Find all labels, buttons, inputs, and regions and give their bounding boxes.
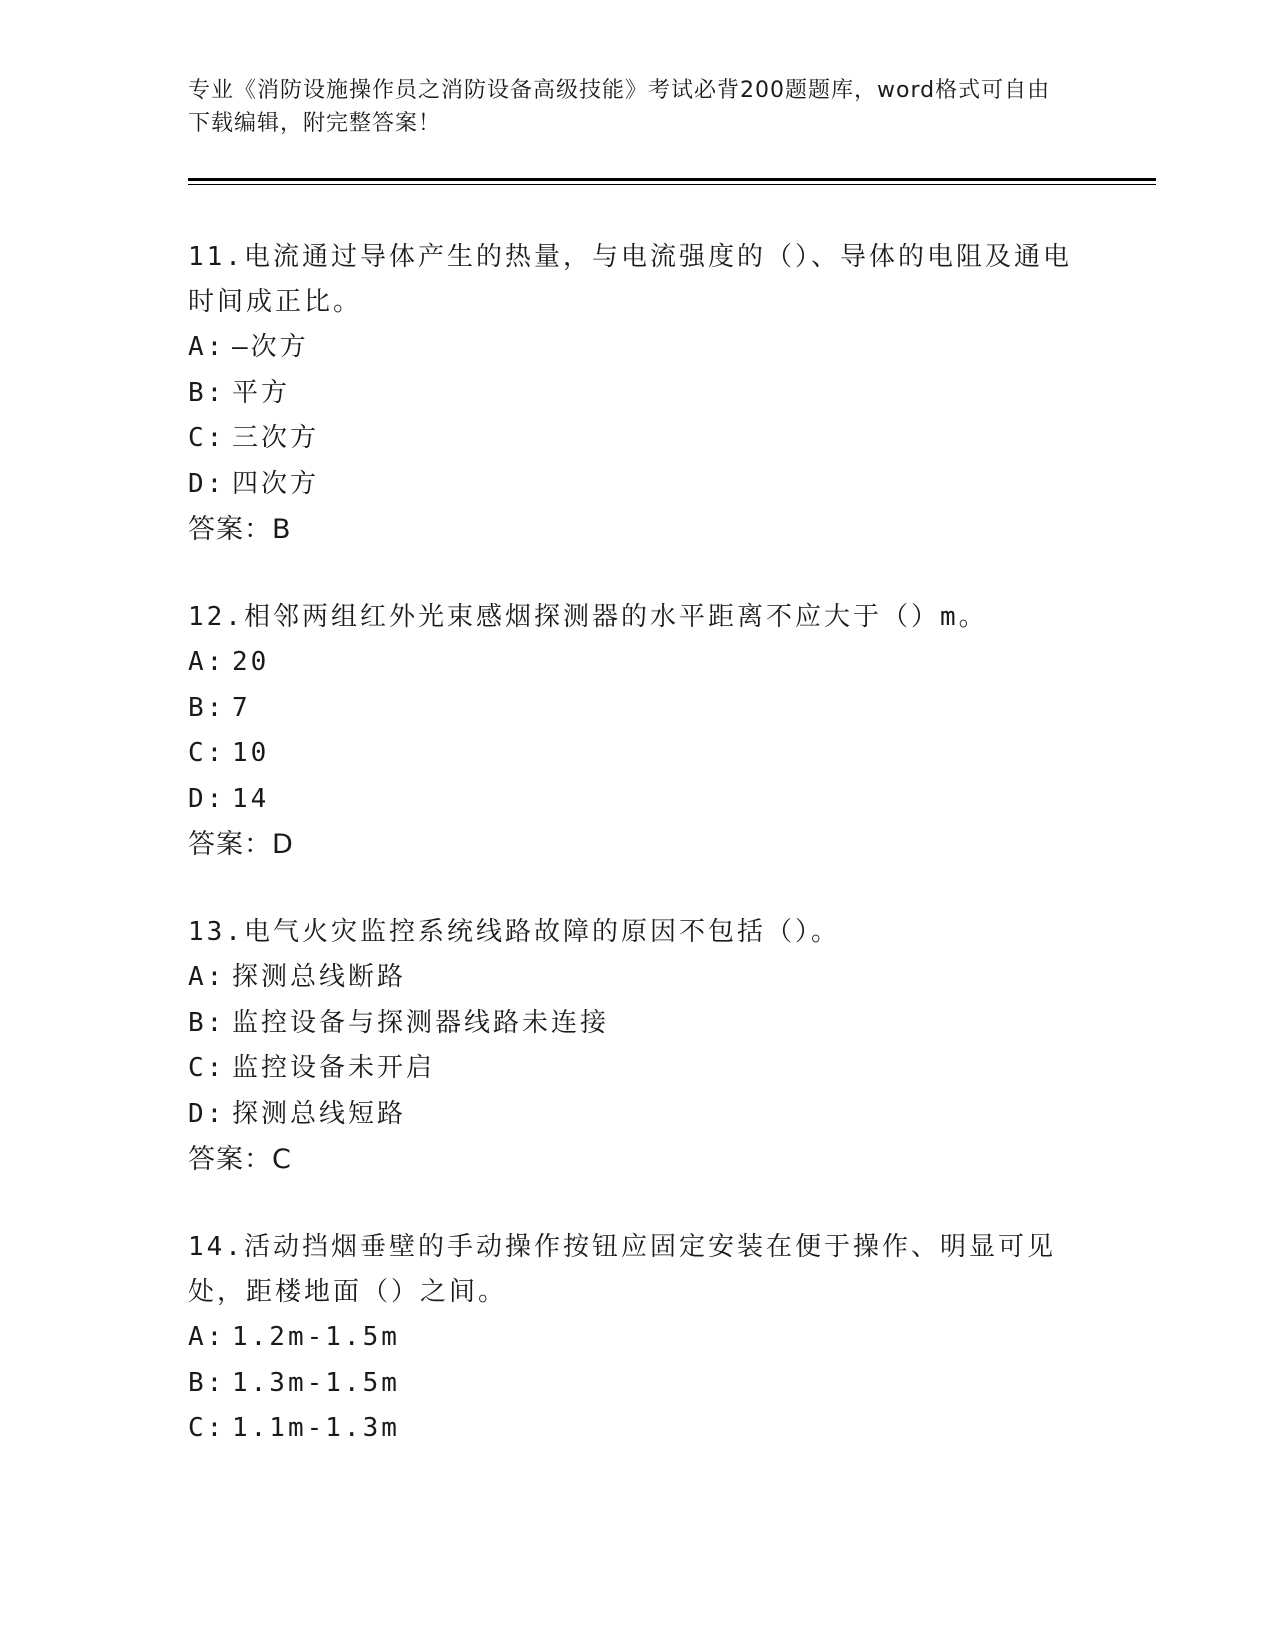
option-key: A: — [188, 647, 226, 677]
option-text: 监控设备与探测器线路未连接 — [232, 1007, 610, 1038]
question-stem: 13.电气火灾监控系统线路故障的原因不包括（）。 — [188, 917, 840, 947]
header-divider-thin — [188, 184, 1156, 185]
question-list — [188, 235, 1088, 1494]
option-a — [188, 640, 1088, 686]
option-a — [188, 1315, 1088, 1361]
option-b — [188, 371, 1088, 417]
option-key: A: — [188, 1322, 226, 1352]
option-text: 平方 — [232, 377, 291, 408]
option-c — [188, 1046, 1088, 1092]
header-divider-thick — [188, 178, 1156, 181]
question-11 — [188, 235, 1088, 553]
option-b — [188, 686, 1088, 732]
option-text: 1.1m-1.3m — [232, 1413, 400, 1443]
option-d — [188, 777, 1088, 823]
option-key: B: — [188, 1367, 226, 1398]
option-text: 三次方 — [232, 423, 320, 453]
option-d — [188, 1092, 1088, 1138]
option-key: C: — [188, 423, 226, 453]
option-c — [188, 1406, 1088, 1452]
option-key: B: — [188, 377, 226, 408]
option-key: A: — [188, 332, 226, 362]
option-key: C: — [188, 738, 226, 768]
question-13 — [188, 910, 1088, 1183]
option-c — [188, 416, 1088, 462]
option-text: 1.3m-1.5m — [232, 1367, 400, 1398]
question-stem: 12.相邻两组红外光束感烟探测器的水平距离不应大于（）m。 — [188, 602, 988, 632]
document-header — [188, 74, 1068, 140]
option-text: 10 — [232, 738, 270, 768]
answer-line: 答案：D — [188, 829, 294, 860]
option-d — [188, 462, 1088, 508]
option-key: D: — [188, 1098, 226, 1129]
option-b — [188, 1001, 1088, 1047]
option-text: 探测总线断路 — [232, 962, 407, 992]
question-14 — [188, 1225, 1088, 1452]
option-key: D: — [188, 468, 226, 499]
option-b — [188, 1361, 1088, 1407]
option-key: D: — [188, 783, 226, 814]
option-text: 监控设备未开启 — [232, 1053, 436, 1083]
answer-line: 答案：B — [188, 514, 292, 545]
option-text: 1.2m-1.5m — [232, 1322, 400, 1352]
header-text: 专业《消防设施操作员之消防设备高级技能》考试必背200题题库，word格式可自由下载编辑，附完整答案！ — [188, 78, 1051, 136]
option-text: —次方 — [232, 332, 309, 362]
option-text: 探测总线短路 — [232, 1098, 407, 1129]
option-key: B: — [188, 692, 226, 723]
answer-line: 答案：C — [188, 1144, 292, 1175]
option-a — [188, 955, 1088, 1001]
question-stem: 14.活动挡烟垂壁的手动操作按钮应固定安装在便于操作、明显可见处，距楼地面（）之间。 — [188, 1232, 1056, 1307]
question-12 — [188, 595, 1088, 868]
option-key: B: — [188, 1007, 226, 1038]
option-key: C: — [188, 1053, 226, 1083]
option-key: A: — [188, 962, 226, 992]
option-a — [188, 325, 1088, 371]
question-stem: 11.电流通过导体产生的热量，与电流强度的（）、导体的电阻及通电时间成正比。 — [188, 242, 1072, 317]
option-key: C: — [188, 1413, 226, 1443]
option-text: 20 — [232, 647, 270, 677]
option-text: 四次方 — [232, 468, 320, 499]
option-text: 7 — [232, 692, 251, 723]
option-text: 14 — [232, 783, 270, 814]
option-c — [188, 731, 1088, 777]
